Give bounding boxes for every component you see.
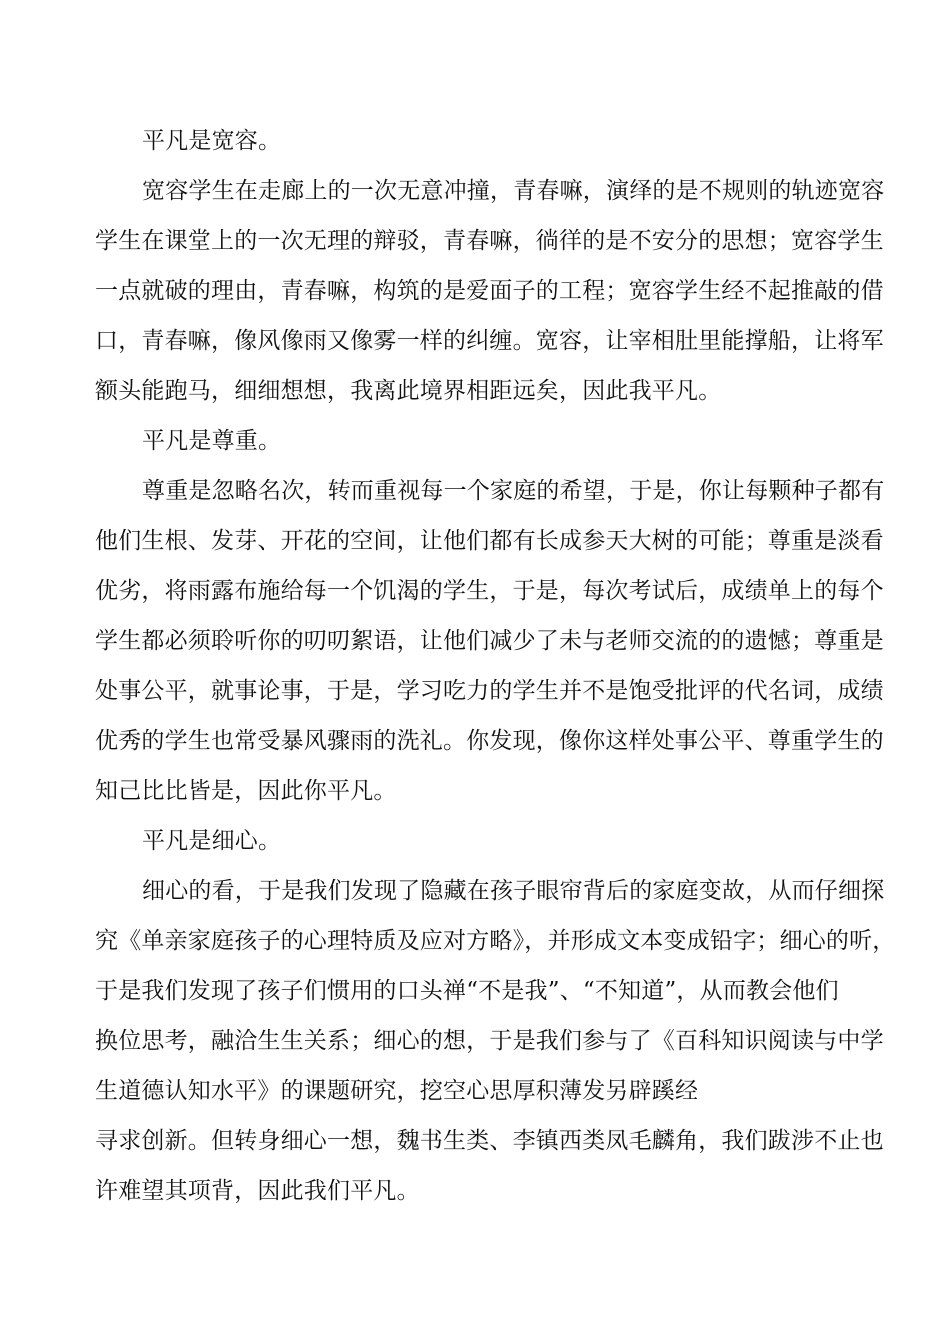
paragraph-line: 换位思考，融洽生生关系；细心的想，于是我们参与了《百科知识阅读与中学 (95, 1028, 884, 1054)
paragraph-line: 额头能跑马，细细想想，我离此境界相距远矣，因此我平凡。 (95, 378, 722, 404)
section-heading: 平凡是细心。 (142, 828, 282, 854)
paragraph-line: 处事公平，就事论事，于是，学习吃力的学生并不是饱受批评的代名词，成绩 (95, 678, 884, 704)
section-heading: 平凡是宽容。 (142, 128, 282, 154)
section-heading: 平凡是尊重。 (142, 428, 282, 454)
paragraph-line: 宽容学生在走廊上的一次无意冲撞，青春嘛，演绎的是不规则的轨迹宽容 (142, 178, 885, 204)
paragraph-line: 优秀的学生也常受暴风骤雨的洗礼。你发现，像你这样处事公平、尊重学生的 (95, 728, 884, 754)
paragraph-line: 于是我们发现了孩子们惯用的口头禅“不是我”、“不知道”，从而教会他们 (95, 978, 839, 1004)
paragraph-line: 细心的看，于是我们发现了隐藏在孩子眼帘背后的家庭变故，从而仔细探 (142, 878, 885, 904)
paragraph-line: 究《单亲家庭孩子的心理特质及应对方略》，并形成文本变成铅字；细心的听， (95, 928, 896, 954)
paragraph-line: 许难望其项背，因此我们平凡。 (95, 1178, 420, 1204)
paragraph-line: 他们生根、发芽、开花的空间，让他们都有长成参天大树的可能；尊重是淡看 (95, 528, 884, 554)
paragraph-line: 寻求创新。但转身细心一想，魏书生类、李镇西类凤毛麟角，我们跋涉不止也 (95, 1128, 884, 1154)
paragraph-line: 口，青春嘛，像风像雨又像雾一样的纠缠。宽容，让宰相肚里能撑船，让将军 (95, 328, 884, 354)
paragraph-line: 尊重是忽略名次，转而重视每一个家庭的希望，于是，你让每颗种子都有 (142, 478, 885, 504)
paragraph-line: 学生都必须聆听你的叨叨絮语，让他们减少了未与老师交流的的遗憾；尊重是 (95, 628, 884, 654)
paragraph-line: 学生在课堂上的一次无理的辩驳，青春嘛，徜徉的是不安分的思想；宽容学生 (95, 228, 884, 254)
paragraph-line: 知己比比皆是，因此你平凡。 (95, 778, 397, 804)
paragraph-line: 优劣，将雨露布施给每一个饥渴的学生，于是，每次考试后，成绩单上的每个 (95, 578, 884, 604)
paragraph-line: 一点就破的理由，青春嘛，构筑的是爱面子的工程；宽容学生经不起推敲的借 (95, 278, 884, 304)
paragraph-line: 生道德认知水平》的课题研究，挖空心思厚积薄发另辟蹊经 (95, 1078, 699, 1104)
